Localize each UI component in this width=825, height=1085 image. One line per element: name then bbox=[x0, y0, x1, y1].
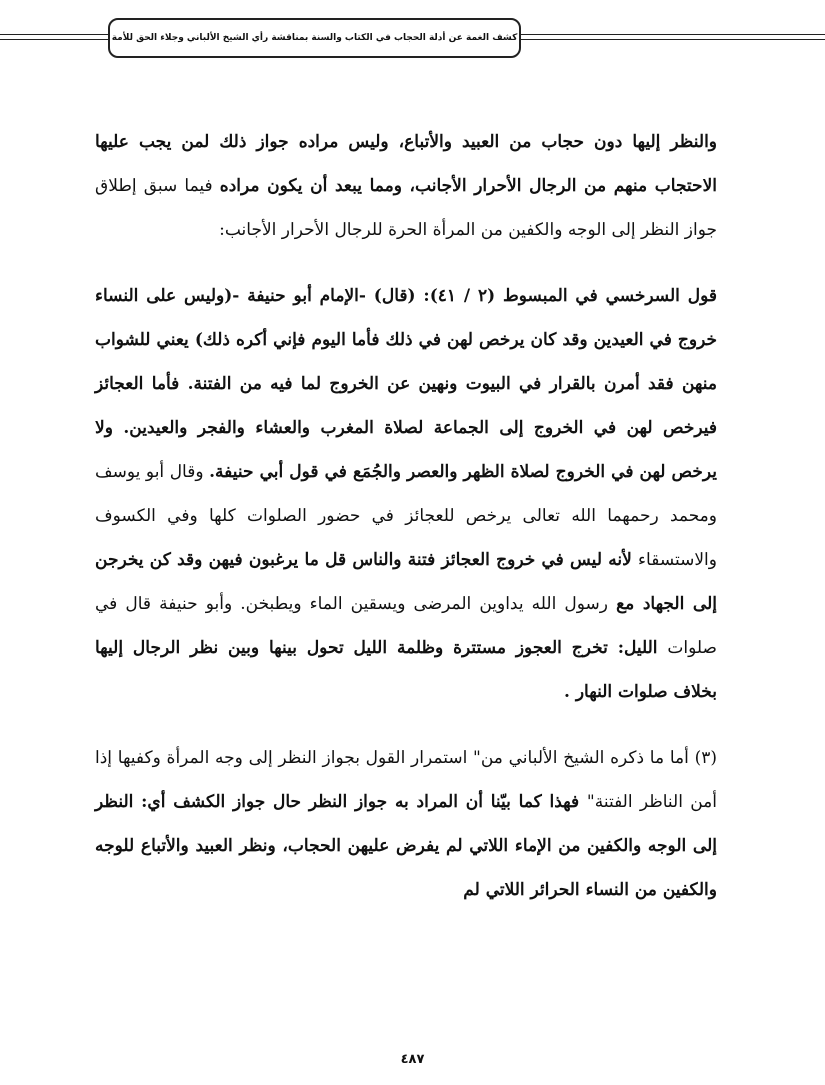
bold-text: لأنه ليس في خروج العجائز فتنة والناس قل ما يرغبون فيهن وقد كن يخرجن إلى الجهاد مع bbox=[95, 550, 717, 614]
paragraph bbox=[95, 120, 717, 252]
book-title: كشف الغمة عن أدلة الحجاب في الكتاب والسنة بمناقشة رأي الشيخ الألباني وجلاء الحق للأمة bbox=[108, 18, 521, 58]
regular-text: فيما سبق إطلاق جواز النظر إلى الوجه والكفين من المرأة الحرة للرجال الأحرار الأجانب: bbox=[95, 176, 717, 240]
header-rule bbox=[0, 34, 108, 35]
bold-text: والنظر إليها دون حجاب من العبيد والأتباع، وليس مراده جواز ذلك لمن يجب عليها الاحتجاب منهم من الرجال الأحرار الأجانب، ومما يبعد أن يكون مراده bbox=[95, 132, 717, 196]
page-body bbox=[95, 120, 717, 912]
running-header bbox=[0, 14, 825, 62]
header-rule bbox=[0, 39, 108, 40]
header-rule bbox=[521, 34, 825, 35]
regular-text: رسول الله يداوين المرضى ويسقين الماء ويطبخن. وأبو حنيفة قال في صلوات bbox=[95, 594, 717, 658]
paragraph bbox=[95, 736, 717, 912]
paragraph bbox=[95, 274, 717, 714]
bold-text: فهذا كما بيّنا أن المراد به جواز النظر حال جواز الكشف أي: النظر إلى الوجه والكفين من الإماء اللاتي لم يفرض عليهن الحجاب، ونظر العبيد والأتباع للوجه والكفين من النساء الحرائر اللاتي لم bbox=[95, 792, 717, 900]
bold-text: الليل: تخرج العجوز مستترة وظلمة الليل تحول بينها وبين نظر الرجال إليها بخلاف صلوات النهار . bbox=[95, 638, 717, 702]
regular-text: وقال أبو يوسف ومحمد رحمهما الله تعالى يرخص للعجائز في حضور الصلوات كلها وفي الكسوف والاستسقاء bbox=[95, 462, 717, 570]
page-number: ٤٨٧ bbox=[400, 1052, 425, 1067]
header-rule bbox=[521, 39, 825, 40]
bold-text: قول السرخسي في المبسوط (٢ / ٤١): (قال) -الإمام أبو حنيفة -(وليس على النساء خروج في العيدين وقد كان يرخص لهن في ذلك فأما اليوم فإني أكره ذلك) يعني للشواب منهن فقد أمرن بالقرار في البيوت ونهين عن الخروج لما فيه من الفتنة. فأما العجائز فيرخص لهن في الخروج إلى الجماعة لصلاة المغرب والعشاء والفجر والعيدين. ولا يرخص لهن في الخروج لصلاة الظهر والعصر والجُمَع في قول أبي حنيفة. bbox=[95, 286, 718, 482]
regular-text: (٣) أما ما ذكره الشيخ الألباني من" استمرار القول بجواز النظر إلى وجه المرأة وكفيها إذا أمن الناظر الفتنة" bbox=[95, 748, 717, 812]
